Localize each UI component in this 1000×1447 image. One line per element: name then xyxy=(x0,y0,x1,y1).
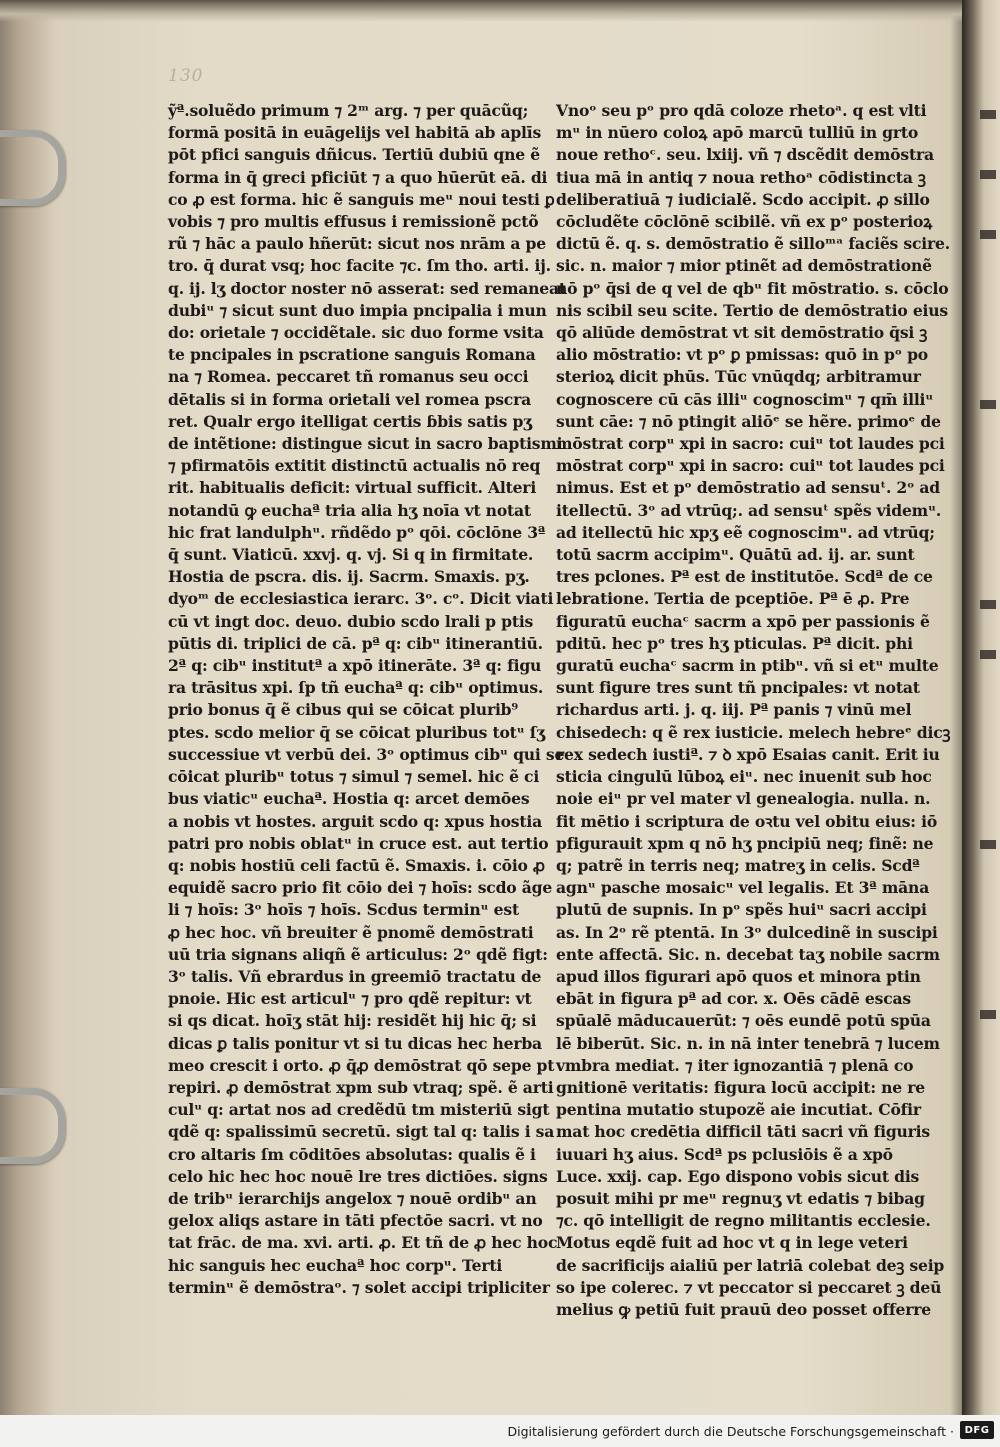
right-column-line: agnᵘ pasche mosaicᵘ vel legalis. Et 3ª māna xyxy=(556,878,930,898)
right-column-line: dictū ẽ. q. s. demōstratio ẽ silloᵐᵃ faciẽs scire. xyxy=(556,234,950,254)
left-column-line: ptes. scdo melior q̄ se cōicat pluribus totᵘ ſʒ xyxy=(168,722,545,742)
right-column-line: figuratū euchaᶜ sacrm a xpō per passionis ẽ xyxy=(556,611,930,631)
left-column-line: culᵘ q: artat nos ad credẽdū tm misteriū sigt xyxy=(168,1100,550,1120)
folio-number: 130 xyxy=(168,66,204,86)
left-column-line: patri pro nobis oblatᵘ in cruce est. aut tertio xyxy=(168,833,549,853)
right-column-line: gnitionē veritatis: figura locū accipit: ne re xyxy=(556,1077,925,1097)
right-column-line: lebratione. Tertia de pceptiōe. Pª ē ꝓ. Pre xyxy=(556,589,910,609)
right-column-line: apud illos figurari apō quos et minora ptin xyxy=(556,966,921,986)
left-column-line: dētalis si in forma orietali vel romea pscra xyxy=(168,389,532,409)
left-column-line: gelox aliqs astare in tāti pfectōe sacri. vt no xyxy=(168,1211,543,1231)
left-column-line: q: nobis hostiū celi factū ẽ. Smaxis. i. cōio ꝓ xyxy=(168,855,545,875)
right-column-line: deliberatiuā ⁊ iudicialẽ. Scdo accipit. ꝓ sillo xyxy=(556,189,930,209)
right-column-line: sunt cāe: ⁊ nō ptingit aliōᵉ se hẽre. primoᵉ de xyxy=(556,411,941,431)
right-column-line: guratū euchaᶜ sacrm in ptibᵘ. vñ si etᵘ multe xyxy=(556,656,939,676)
dfg-logo: DFG xyxy=(960,1421,994,1439)
right-column-line: sunt figure tres sunt tñ pncipales: vt notat xyxy=(556,678,920,698)
left-column-line: cōicat pluribᵘ totus ⁊ simul ⁊ semel. hic ẽ ci xyxy=(168,767,540,787)
left-column-line: ⁊ pfirmatōis extitit distinctū actualis nō req xyxy=(168,456,541,476)
right-column-line: Motus eqdẽ fuit ad hoc vt q in lege veteri xyxy=(556,1233,908,1253)
left-column-line: ret. Qualr ergo itelligat certis ɓbis satis pʒ xyxy=(168,411,532,431)
left-column-line: dicas ꝑ talis ponitur vt si tu dicas hec herba xyxy=(168,1033,542,1053)
right-column-line: chisedech: q ẽ rex iusticie. melech hebreᵉ dicꝫ xyxy=(556,722,951,742)
right-column-line: as. In 2ᵒ rẽ ptentā. In 3ᵒ dulcedinẽ in suscipi xyxy=(556,922,938,942)
left-column-line: pnoie. Hic est articulᵘ ⁊ pro qdẽ repitur: vt xyxy=(168,989,532,1009)
right-column-line: mat hoc credētia difficil tāti sacri vñ figuris xyxy=(556,1122,930,1142)
left-column-line: bus viaticᵘ euchaª. Hostia q: arcet demōes xyxy=(168,789,530,809)
right-column-line: ente affectā. Sic. n. decebat taʒ nobile sacrm xyxy=(556,944,940,964)
left-column-line: ỹª.soluẽdo primum ⁊ 2ᵐ arg. ⁊ per quācũq; xyxy=(168,101,529,120)
left-text-column xyxy=(168,100,566,1297)
left-column-line: hic sanguis hec euchaª hoc corpᵘ. Terti xyxy=(168,1255,503,1275)
facing-page-edge xyxy=(962,0,1000,1415)
right-column-line: iuuari hʒ aius. Scdª ps pclusiōis ẽ a xpō xyxy=(556,1144,893,1164)
left-column-line: cū vt ingt doc. deuo. dubio scdo lrali p ptis xyxy=(168,611,534,631)
right-column-line: spūalē māducauerūt: ⁊ oēs eundē potū spūa xyxy=(556,1011,931,1031)
left-column-line: formā positā in euāgelijs vel habitā ab aplīs xyxy=(168,123,542,143)
left-column-line: celo hic hec hoc nouē lre tres dictiōes. signs xyxy=(168,1166,548,1186)
left-column-line: co ꝓ est forma. hic ẽ sanguis meᵘ noui testi ꝑ xyxy=(168,189,555,209)
right-column-line: lē biberūt. Sic. n. in nā inter tenebrā ⁊ lucem xyxy=(556,1033,940,1053)
left-column-line: uū tria signans aliqñ ẽ articulus: 2ᵒ qdẽ figt: xyxy=(168,944,548,964)
right-column-line: q; patrẽ in terris neq; matreʒ in celis. Scdª xyxy=(556,855,920,875)
right-column-line: Luce. xxij. cap. Ego dispono vobis sicut dis xyxy=(556,1166,920,1186)
left-column-line: notandū ꝙ euchaª tria alia hʒ noīa vt notat xyxy=(168,500,531,520)
left-column-line: vobis ⁊ pro multis effusus i remissionẽ pctõ xyxy=(168,212,539,232)
right-column-line: noue rethoᶜ. seu. lxiij. vñ ⁊ dscẽdit demōstra xyxy=(556,145,934,165)
left-column-line: meo crescit i orto. ꝓ q̄ꝓ demōstrat qō sepe pt xyxy=(168,1055,555,1075)
right-column-line: mōstrat corpᵘ xpi in sacro: cuiᵘ tot laudes pci xyxy=(556,456,945,476)
left-column-line: pōt pfici sanguis dñicus. Tertiū dubiū qne ẽ xyxy=(168,145,540,165)
right-column-line: sticia cingulū lūboꝝ eiᵘ. nec inuenit sub hoc xyxy=(556,767,932,787)
right-column-line: cōcludẽte cōclōnē scibilẽ. vñ ex pᵒ posterioꝝ xyxy=(556,212,933,232)
right-column-line: fit mētio i scriptura de oꝛtu vel obitu eius: iō xyxy=(556,811,938,831)
lower-clasp xyxy=(0,1088,65,1164)
left-column-line: 2ª q: cibᵘ institutª a xpō itinerāte. 3ª q: figu xyxy=(168,656,542,676)
left-column-line: rit. habitualis deficit: virtual sufficit. Alteri xyxy=(168,478,537,498)
right-column-line: pentina mutatio stupozẽ aie incutiat. Cōfir xyxy=(556,1100,921,1120)
right-column-line: sterioꝝ dicit phūs. Tūc vnūqdq; arbitramur xyxy=(556,367,921,387)
right-column-line: sic. n. maior ⁊ mior ptinẽt ad demōstrationẽ xyxy=(556,256,932,276)
upper-clasp xyxy=(0,130,65,206)
right-text-column xyxy=(556,100,951,1319)
right-column-line: ebāt in figura pª ad cor. x. Oēs cādē escas xyxy=(556,989,911,1009)
left-column-line: pūtis di. triplici de cā. pª q: cibᵘ itinerantiū. xyxy=(168,633,543,653)
right-column-line: ad itellectū hic xpʒ eẽ cognoscimᵘ. ad vtrūq; xyxy=(556,522,935,542)
right-column-line: alio mōstratio: vt pᵒ ꝑ pmissas: quō in pᵒ po xyxy=(556,345,928,365)
left-column-line: ra trāsitus xpi. ſp tñ euchaª q: cibᵘ optimus. xyxy=(168,678,544,698)
left-column-line: li ⁊ hoīs: 3ᵒ hoīs ⁊ hoīs. Scdus terminᵘ est xyxy=(168,900,519,920)
left-column-line: equidẽ sacro prio fit cōio dei ⁊ hoīs: scdo ãge xyxy=(168,878,553,898)
right-column-line: nimus. Est et pᵒ demōstratio ad sensuᵗ. 2ᵒ ad xyxy=(556,478,940,498)
left-column-line: tat frāc. de ma. xvi. arti. ꝓ. Et tñ de ꝓ hec hoc xyxy=(168,1233,558,1253)
left-column-line: ꝓ hec hoc. vñ breuiter ẽ pnomẽ demōstrati xyxy=(168,922,534,942)
left-column-line: q. ij. lʒ doctor noster nō asserat: sed remaneat xyxy=(168,278,566,298)
left-column-line: prio bonus q̄ ẽ cibus qui se cōicat plurib⁹ xyxy=(168,700,519,720)
left-column-line: q̄ sunt. Viaticū. xxvj. q. vj. Si q in firmitate. xyxy=(168,545,534,565)
right-column-line: richardus arti. j. q. iij. Pª panis ⁊ vinū mel xyxy=(556,700,912,720)
right-column-line: Vnoᵒ seu pᵒ pro qdā coloze rhetoᵃ. q est vlti xyxy=(556,101,927,120)
right-column-line: pfigurauit xpm q nō hʒ pncipiū neq; finẽ: ne xyxy=(556,833,934,853)
right-column-line: de sacrificijs aialiū per latriā colebat deꝫ seip xyxy=(556,1255,945,1275)
left-column-line: de intẽtione: distingue sicut in sacro baptismi xyxy=(168,434,563,454)
left-column-line: hic frat landulphᵘ. rñdẽdo pᵒ qōi. cōclōne 3ª xyxy=(168,522,546,542)
right-column-line: noie eiᵘ pr vel mater vl genealogia. nulla. n. xyxy=(556,789,931,809)
right-column-line: tiua mā in antiq ⁊ noua rethoᵃ cōdistincta ꝫ xyxy=(556,167,926,187)
right-column-line: ⁊c. qō intelligit de regno militantis ecclesie. xyxy=(556,1211,931,1231)
right-column-line: itellectū. 3ᵒ ad vtrūq;. ad sensuᵗ spẽs videmᵘ. xyxy=(556,500,942,520)
right-column-line: tres pclones. Pª est de institutōe. Scdª de ce xyxy=(556,567,933,587)
left-column-line: do: orietale ⁊ occidẽtale. sic duo forme vsita xyxy=(168,323,544,343)
right-column-line: pditū. hec pᵒ tres hʒ pticulas. Pª dicit. phi xyxy=(556,633,913,653)
left-column-line: cro altaris ſm cōditōes absolutas: qualis ẽ i xyxy=(168,1144,536,1164)
left-column-line: dyoᵐ de ecclesiastica ierarc. 3ᵒ. cᵒ. Dicit viati xyxy=(168,589,554,609)
left-column-line: qdẽ q: spalissimū secretū. sigt tal q: talis i sa xyxy=(168,1122,555,1142)
left-column-line: rũ ⁊ hāc a paulo hñerūt: sicut nos nrām a pe xyxy=(168,234,546,254)
right-column-line: melius ꝙ petiū fuit prauū deo posset offerre xyxy=(556,1299,931,1319)
left-column-line: tro. q̄ durat vsq; hoc facite ⁊c. ſm tho. arti. ij. xyxy=(168,256,551,276)
right-column-line: nō pᵒ q̄si de q vel de qbᵘ fit mōstratio. s. cōclo xyxy=(556,278,949,298)
right-column-line: posuit mihi pr meᵘ regnuʒ vt edatis ⁊ bibag xyxy=(556,1188,925,1208)
right-column-line: plutū de supnis. In pᵒ spẽs huiᵘ sacri accipi xyxy=(556,900,927,920)
right-column-line: so ipe colerec. ⁊ vt peccator si peccaret ꝫ deū xyxy=(556,1277,942,1297)
left-column-line: terminᵘ ẽ demōstraᵒ. ⁊ solet accipi tripliciter xyxy=(168,1277,550,1297)
left-column-line: na ⁊ Romea. peccaret tñ romanus seu occi xyxy=(168,367,529,387)
top-page-edge xyxy=(0,0,1000,22)
right-column-line: qō aliūde demōstrat vt sit demōstratio q̄si ꝫ xyxy=(556,323,928,343)
left-column-line: si qs dicat. hoīʒ stāt hij: residẽt hij hic q̄; si xyxy=(168,1011,537,1031)
right-column-line: vmbra mediat. ⁊ iter ignozantiā ⁊ plenā co xyxy=(556,1055,914,1075)
right-column-line: nis scibil seu scite. Tertio de demōstratio eius xyxy=(556,300,948,320)
left-column-line: Hostia de pscra. dis. ij. Sacrm. Smaxis. pʒ. xyxy=(168,567,530,587)
funding-credit: Digitalisierung gefördert durch die Deutsche Forschungsgemeinschaft · xyxy=(507,1424,954,1439)
right-column-line: rex sedech iustiª. ⁊ ꝺ xpō Esaias canit. Erit iu xyxy=(556,744,940,764)
left-column-line: a nobis vt hostes. arguit scdo q: xpus hostia xyxy=(168,811,542,831)
right-column-line: mᵘ in nūero coloꝝ apō marcū tulliū in grto xyxy=(556,123,919,143)
right-column-line: cognoscere cū cās illiᵘ cognoscimᵘ ⁊ qm̄ illiᵘ xyxy=(556,389,934,409)
left-column-line: dubiᵘ ⁊ sicut sunt duo impia pncipalia i mun xyxy=(168,300,547,320)
left-column-line: de tribᵘ ierarchijs angelox ⁊ nouē ordibᵘ an xyxy=(168,1188,537,1208)
left-column-line: repiri. ꝓ demōstrat xpm sub vtraq; spẽ. ẽ arti xyxy=(168,1077,554,1097)
right-column-line: mōstrat corpᵘ xpi in sacro: cuiᵘ tot laudes pci xyxy=(556,434,945,454)
left-column-line: te pncipales in pscratione sanguis Romana xyxy=(168,345,536,365)
left-column-line: forma in q̄ greci pficiūt ⁊ a quo hūerūt eā. di xyxy=(168,167,548,187)
right-column-line: totū sacrm accipimᵘ. Quātū ad. ij. ar. sunt xyxy=(556,545,915,565)
left-column-line: 3ᵒ talis. Vñ ebrardus in greemiō tractatu de xyxy=(168,966,542,986)
left-column-line: successiue vt verbū dei. 3ᵒ optimus cibᵘ qui se xyxy=(168,744,565,764)
